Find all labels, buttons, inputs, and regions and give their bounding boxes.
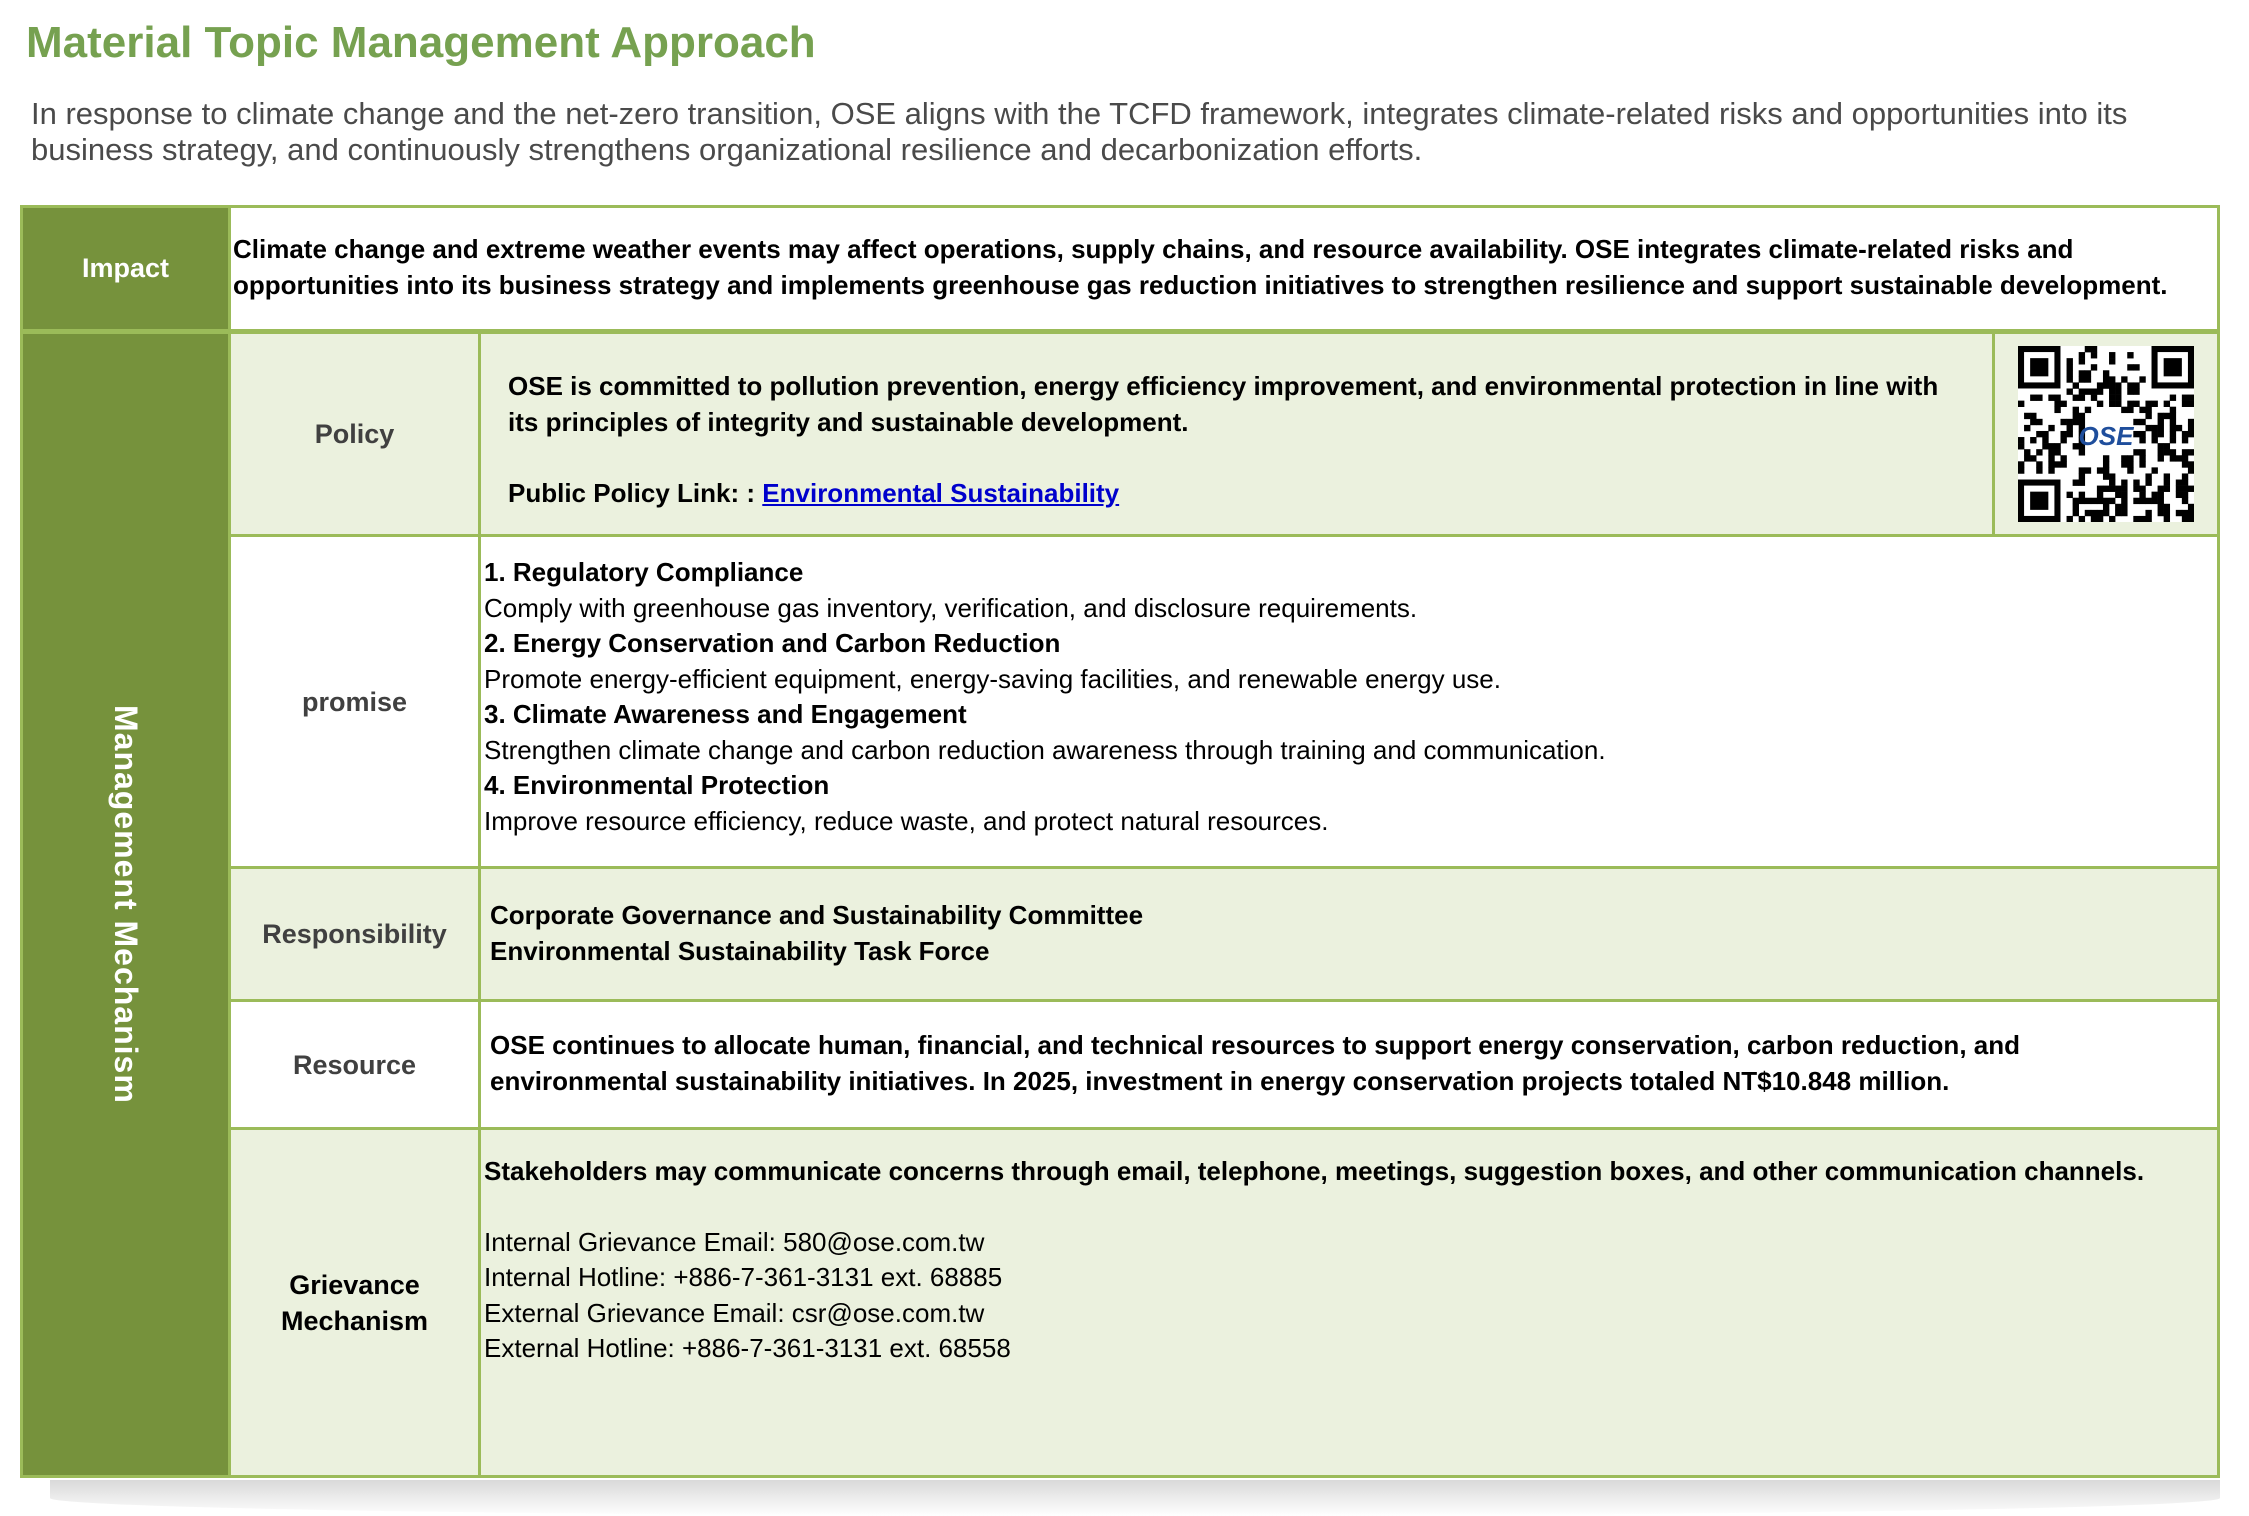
page-title: Material Topic Management Approach [26, 18, 816, 67]
grievance-label-line: Grievance [289, 1269, 420, 1300]
grievance-label [231, 1130, 481, 1475]
responsibility-content [484, 869, 2217, 999]
promise-label: promise [231, 537, 481, 866]
promise-item-heading: 2. Energy Conservation and Carbon Reduction [484, 628, 1061, 658]
promise-item-heading: 1. Regulatory Compliance [484, 557, 804, 587]
grievance-row [228, 1130, 2217, 1475]
responsibility-line: Corporate Governance and Sustainability Committee [490, 900, 1144, 930]
responsibility-row [228, 869, 2217, 999]
management-mechanism-header [23, 334, 228, 1475]
promise-item-text: Strengthen climate change and carbon reduction awareness through training and communication. [484, 734, 1606, 765]
promise-item-text: Improve resource efficiency, reduce waste, and protect natural resources. [484, 805, 1329, 836]
resource-label: Resource [231, 1002, 481, 1127]
grievance-contact: Internal Hotline: +886-7-361-3131 ext. 68885 [484, 1262, 1003, 1292]
environmental-sustainability-link[interactable]: Environmental Sustainability [762, 478, 1120, 508]
table-shadow [50, 1480, 2220, 1516]
intro-paragraph: In response to climate change and the net-zero transition, OSE aligns with the TCFD framework, integrates climate-related risks and opportunities into its business strategy, and continuously strengthens organizational resilience and decarbonization efforts. [31, 96, 2128, 167]
qr-code-cell [1992, 334, 2217, 534]
policy-text: OSE is committed to pollution prevention, energy efficiency improvement, and environmental protection in line with its principles of integrity and sustainable development. [508, 371, 1939, 437]
grievance-contact: External Hotline: +886-7-361-3131 ext. 68558 [484, 1333, 1011, 1363]
qr-code-icon[interactable] [2018, 346, 2194, 522]
management-approach-table [20, 205, 2220, 1478]
grievance-contact: Internal Grievance Email: 580@ose.com.tw [484, 1226, 985, 1257]
policy-link-prefix: Public Policy Link: : [508, 478, 756, 508]
promise-content [484, 537, 2217, 866]
svg-text:OSE: OSE [2078, 421, 2134, 451]
promise-item-text: Promote energy-efficient equipment, energy-saving facilities, and renewable energy use. [484, 663, 1501, 694]
grievance-label-line: Mechanism [280, 1305, 429, 1336]
impact-header: Impact [23, 208, 228, 329]
impact-text: Climate change and extreme weather events may affect operations, supply chains, and resource availability. OSE integrates climate-related risks and opportunities into its business strategy and implements greenhouse gas reduction initiatives to strengthen resilience and support sustainable development. [228, 208, 2220, 329]
policy-link-line [508, 476, 1952, 512]
policy-content [484, 334, 1992, 534]
management-mechanism-label: Management Mechanism [108, 705, 144, 1104]
responsibility-line: Environmental Sustainability Task Force [490, 935, 990, 966]
resource-row [228, 1002, 2217, 1127]
policy-row [228, 334, 2217, 534]
policy-label: Policy [231, 334, 481, 534]
grievance-content [484, 1130, 2217, 1475]
grievance-intro: Stakeholders may communicate concerns through email, telephone, meetings, suggestion boxes, and other communication channels. [484, 1156, 2145, 1186]
promise-item-heading: 4. Environmental Protection [484, 770, 830, 800]
grievance-contact: External Grievance Email: csr@ose.com.tw [484, 1297, 985, 1328]
promise-item-heading: 3. Climate Awareness and Engagement [484, 699, 967, 729]
responsibility-label: Responsibility [231, 869, 481, 999]
promise-row [228, 537, 2217, 866]
promise-item-text: Comply with greenhouse gas inventory, verification, and disclosure requirements. [484, 592, 1418, 623]
resource-text: OSE continues to allocate human, financial, and technical resources to support energy conservation, carbon reduction, and environmental sustainability initiatives. In 2025, investment in energy conservation projects totaled NT$10.848 million. [490, 1030, 2020, 1096]
